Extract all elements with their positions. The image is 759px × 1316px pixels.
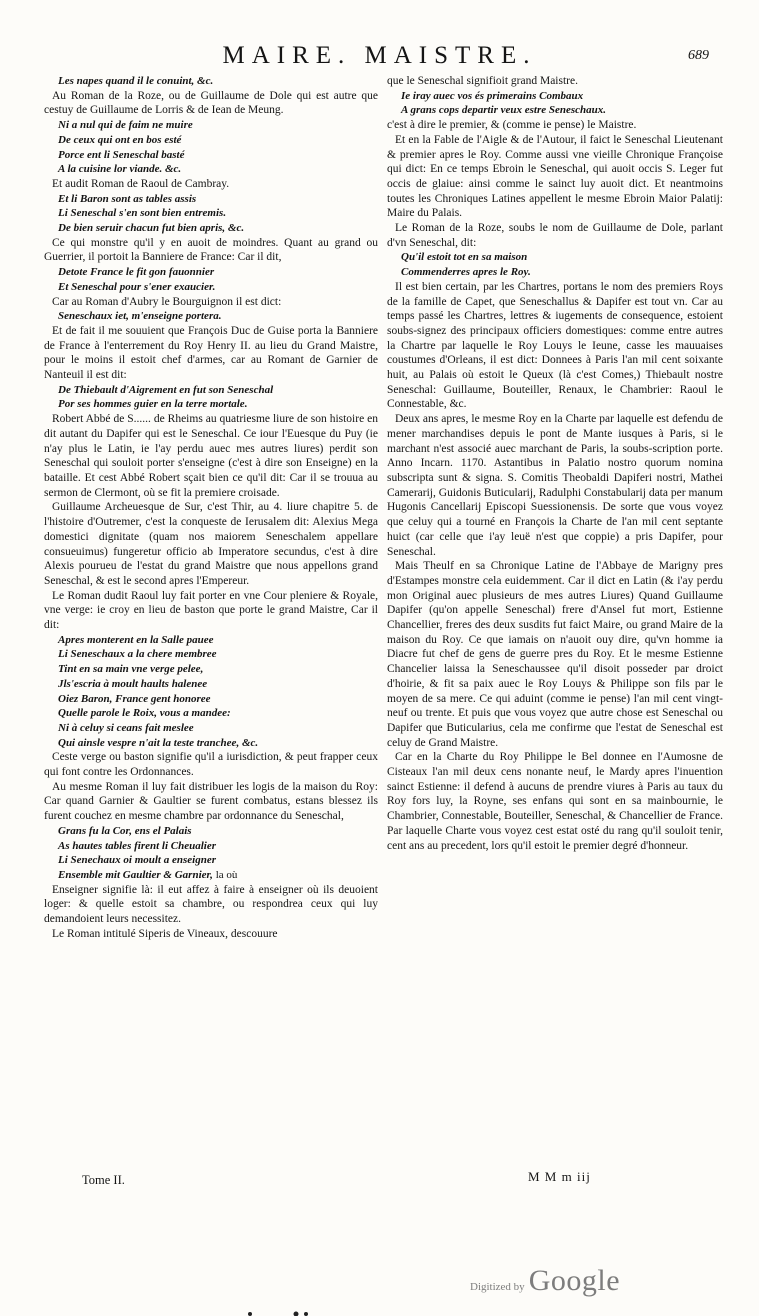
verse-line: Les napes quand il le conuint, &c. xyxy=(58,75,214,87)
paragraph: Le Roman intitulé Siperis de Vineaux, descouure xyxy=(52,927,278,940)
verse-line: Li Senechaux oi moult a enseigner xyxy=(58,854,216,867)
paragraph: Et audit Roman de Raoul de Cambray. xyxy=(52,177,230,190)
paragraph: Et en la Fable de l'Aigle & de l'Autour, il faict le Seneschal Lieutenant & premier apres le Roy. Comme aussi vne vieille Chronique Françoise qui dict: En ce temps Ebroin le Seneschal, qui auoit occis S. Leger fut occis de glaiue: ainsi comme le sainct luy auoit dict. Et neantmoins toutes les Chroniques Latines appellent le mesme Ebroin Maior Palatij: Maire du Palais. xyxy=(387,133,723,220)
verse-line: Tint en sa main vne verge pelee, xyxy=(58,663,204,676)
paragraph: Ceste verge ou baston signifie qu'il a iurisdiction, & peut frapper ceux qui font contre les Ordonnances. xyxy=(44,751,378,779)
verse-line: De ceux qui ont en bos esté xyxy=(58,133,182,146)
paragraph: Enseigner signifie là: il eut affez à faire à enseigner où ils deuoient loger: & quelle estoit sa chambre, ou respondrea ceux qui luy demandoient leurs necessitez. xyxy=(44,883,378,926)
verse-line: As hautes tables firent li Cheualier xyxy=(58,839,216,852)
verse-line: A la cuisine lor viande. &c. xyxy=(58,163,182,176)
verse-line: De bien seruir chacun fut bien apris, &c. xyxy=(58,222,245,235)
right-column xyxy=(387,74,723,853)
paragraph-continuation: c'est à dire le premier, & (comme ie pense) le Maistre. xyxy=(387,119,637,132)
paragraph: Guillaume Archeuesque de Sur, c'est Thir, au 4. liure chapitre 5. de l'histoire d'Outremer, c'est la conqueste de Ierusalem dit: Alexius Mega domestici dignitate (quam nos maiorem Seneschalem appellare consueuimus) fungeretur officio ab Imperatore secundus, c'est à dire Alexis pourueu de l'estat du grand Maistre que nous appellons grand Seneschal, & est le second apres l'Empereur. xyxy=(44,501,378,587)
running-head: MAIRE. MAISTRE. xyxy=(222,42,537,69)
verse-line: Porce ent li Seneschal basté xyxy=(58,148,185,161)
verse-line: Qu'il estoit tot en sa maison xyxy=(401,251,528,264)
paragraph: Le Roman dudit Raoul luy fait porter en vne Cour pleniere & Royale, vne verge: ie croy en lieu de baston que porte le grand Maistre, Car il dit: xyxy=(44,589,378,632)
paragraph: Robert Abbé de S...... de Rheims au quatriesme liure de son histoire en dit autant du Dapifer qui est le Seneschal. Ce iour l'Euesque du Puy (ie n'ay plus le Latin, ie l'ay perdu auec mes autres liures) perdit son Seneschal qui souloit porter s'enseigne (c'est à dire son Enseigne) en la bataille. Et cest Abbé Robert sçait bien ce qu'il dit: Car il se trouua au sermon de Clermont, où se fit la premiere croisade. xyxy=(44,413,378,499)
signature-mark: M M m iij xyxy=(528,1169,591,1184)
verse-line: Et li Baron sont as tables assis xyxy=(58,192,197,205)
verse-line: Oiez Baron, France gent honoree xyxy=(58,692,211,705)
verse-line: Commenderres apres le Roy. xyxy=(401,266,531,279)
verse-line: Apres monterent en la Salle pauee xyxy=(58,633,214,646)
left-column xyxy=(44,74,378,941)
page-header xyxy=(0,0,759,69)
verse-line: Quelle parole le Roix, vous a mandee: xyxy=(58,707,231,720)
scan-artifact xyxy=(240,1306,330,1316)
verse-line: De Thiebault d'Aigrement en fut son Seneschal xyxy=(58,383,274,396)
verse-line: Et Seneschal pour s'ener exaucier. xyxy=(58,280,216,293)
paragraph: Et de fait il me souuient que François Duc de Guise porta la Banniere de France à l'enterrement du Roy Henry II. au lieu du Grand Maistre, pour le moins il estoit chef d'armes, car au Romant de Garnier de Nanteuil il est dit: xyxy=(44,324,378,382)
verse-line: Li Seneschaux a la chere membree xyxy=(58,648,217,661)
watermark-prefix: Digitized by xyxy=(470,1281,525,1293)
digitization-watermark xyxy=(470,1264,620,1298)
paragraph: Mais Theulf en sa Chronique Latine de l'Abbaye de Marigny pres d'Estampes monstre cela euidemment. Car il dict en Latin (& i'ay perdu mon Original auec plusieurs de mes autres Liures) Quand Guillaume Dapifer (qu'on appelle Seneschal) frere d'Ansel fut mort, Estienne Chancellier, freres des deux susdits fut faict Maire, ou grand Maire de la maison du Roy. Ce que iamais on n'auoit ouy dire, qu'vn homme ia Diacre fut chef de gens de guerre pres du Roy. Et le mesme Estienne Chancelier laissa la Seneschaussee qu'il disoit posseder par droict d'hoirie, & fit sa paix auec le Roy Louys & Philippe son fils par le moyen de sa mere. Ce qui aduint (comme ie pense) l'an mil cent vingt-neuf ou trente. Et puis que vous voyez que autre chose est Seneschal ou Dapifer que Buticularius, cela me confirme que l'estat de Seneschal est celuy de Grand Maistre. xyxy=(387,560,723,749)
verse-line: A grans cops departir veux estre Seneschaux. xyxy=(401,104,607,117)
verse-line: Seneschaux iet, m'enseigne portera. xyxy=(58,310,222,323)
verse-line: Grans fu la Cor, ens el Palais xyxy=(58,824,192,837)
verse-line: Qui ainsle vespre n'ait la teste tranchee, &c. xyxy=(58,736,259,749)
paragraph: Il est bien certain, par les Chartres, portans le nom des premiers Roys de la famille de Capet, que Seneschallus & Dapifer est tout vn. Car au temps passé les Chartres, lettres & iugements de consequence, estoient soubs-signez des principaux officiers domestiques: comme entre autres la Chartre par laquelle le Roy Louys le Ieune, casse les mauuaises coustumes d'Orleans, il est dict: Donnees à Paris l'an mil cent soixante huit, au Palais où estoit le Queux (là c'est Comes,) Thiebault nostre Seneschal: Guillaume, Bouteiller, Renaux, le Chambrier: Raoul le Connestable, &c. xyxy=(387,280,723,411)
verse-text: Ensemble mit Gaultier & Garnier, xyxy=(58,868,213,881)
paragraph: Deux ans apres, le mesme Roy en la Charte par laquelle est defendu de mener marchandises depuis le pont de Mante iusques à Paris, si le marchant n'est associé auec marchant de Paris, la soubs-scription porte. Anno Incarn. 1170. Astantibus in Palatio nostro quorum nomina subscripta sunt & signa. S. Comitis Theobaldi Dapiferi nostri, Mathei Camerarij, Guidonis Buticularij, Radulphi Constabularij data per manum Hugonis Cancellarij Episcopi Suessionensis. De sorte que vous voyez que celuy qui a tourné en François la Charte de l'an mil cent septante huict (car celle que i'ay leuë n'est que coppie) a pris Dapifer, pour Seneschal. xyxy=(387,413,723,558)
verse-line: Ni à celuy si ceans fait meslee xyxy=(58,721,194,734)
paragraph-continuation: que le Seneschal signifioit grand Maistre. xyxy=(387,75,578,87)
verse-line xyxy=(44,868,378,883)
verse-line: Jls'escria à moult haults halenee xyxy=(58,677,208,690)
verse-line: Detote France le fit gon fauonnier xyxy=(58,266,215,279)
watermark-brand: Google xyxy=(528,1264,621,1297)
paragraph: Car en la Charte du Roy Philippe le Bel donnee en l'Aumosne de Cisteaux l'an mil deux cens nonante neuf, le Mardy apres l'inuention sainct Estienne: il defend à aucuns de prendre viures à Paris au taux du Roy fors luy, la Royne, ses enfans qui sont en sa mainbournie, le Chambrier, Connestable, Bouteiller, Seneschal, & Chancellier de France. Par laquelle Charte vous voyez cest estat osté du rang qu'il souloit tenir, cent ans au precedent, lors qu'il estoit le premier degré d'honneur. xyxy=(387,751,723,852)
verse-tail: la où xyxy=(212,868,238,881)
verse-line: Ni a nul qui de faim ne muire xyxy=(58,119,193,132)
paragraph: Car au Roman d'Aubry le Bourguignon il est dict: xyxy=(52,295,282,308)
paragraph: Ce qui monstre qu'il y en auoit de moindres. Quant au grand ou Guerrier, il portoit la Banniere de France: Car il dit, xyxy=(44,236,378,264)
paragraph: Au mesme Roman il luy fait distribuer les logis de la maison du Roy: Car quand Garnier & Gaultier se furent combatus, estans blessez ils furent couchez en mesme chambre par ordonnance du Seneschal, xyxy=(44,780,378,823)
verse-line: Ie iray auec vos és primerains Combaux xyxy=(401,89,584,102)
verse-line: Por ses hommes guier en la terre mortale. xyxy=(58,398,248,411)
paragraph: Au Roman de la Roze, ou de Guillaume de Dole qui est autre que cestuy de Guillaume de Lorris & de Iean de Meung. xyxy=(44,89,378,117)
verse-line: Li Seneschal s'en sont bien entremis. xyxy=(58,207,227,220)
paragraph: Le Roman de la Roze, soubs le nom de Guillaume de Dole, parlant d'vn Seneschal, dit: xyxy=(387,222,723,249)
footer-volume: Tome II. xyxy=(82,1173,125,1187)
page-number: 689 xyxy=(688,48,709,63)
